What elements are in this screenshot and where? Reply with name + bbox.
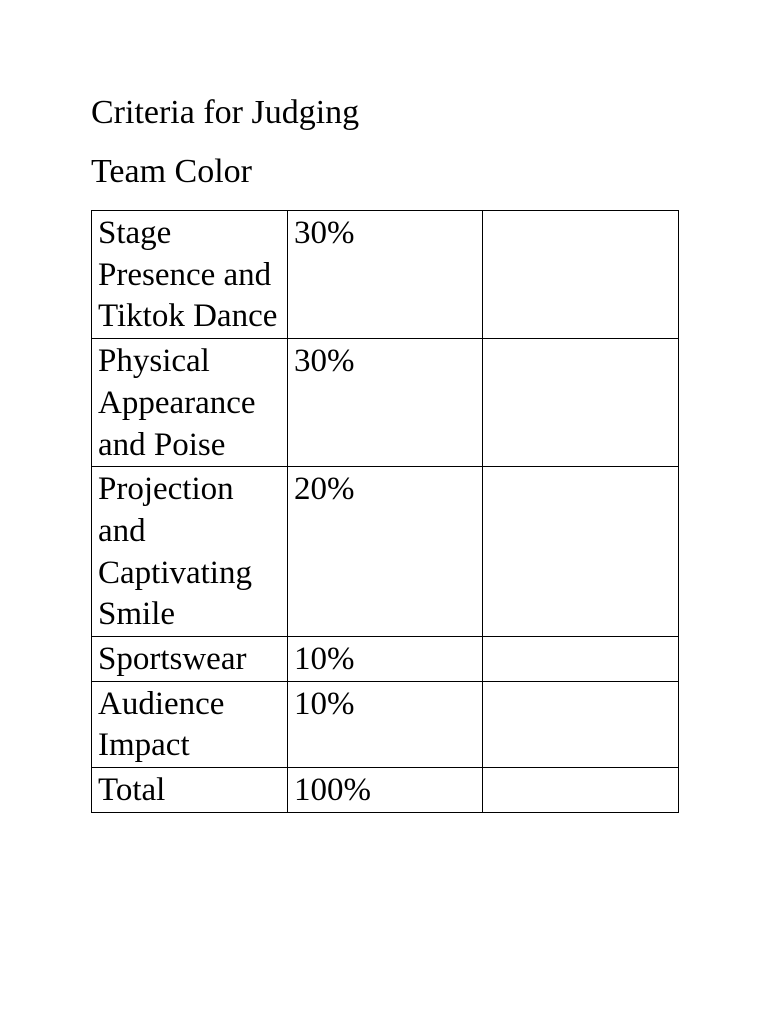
total-label-cell: Total xyxy=(92,768,288,813)
score-cell xyxy=(483,339,679,467)
score-cell xyxy=(483,637,679,682)
percentage-cell: 10% xyxy=(288,637,483,682)
score-cell xyxy=(483,681,679,767)
percentage-cell: 20% xyxy=(288,467,483,637)
page-subtitle: Team Color xyxy=(91,153,252,190)
percentage-cell: 30% xyxy=(288,211,483,339)
table-row xyxy=(92,681,679,767)
table-row xyxy=(92,339,679,467)
score-cell xyxy=(483,467,679,637)
criterion-cell: Sportswear xyxy=(92,637,288,682)
table-row xyxy=(92,467,679,637)
table-row xyxy=(92,637,679,682)
criterion-cell: Stage Presence and Tiktok Dance xyxy=(92,211,288,339)
total-score-cell xyxy=(483,768,679,813)
page-title: Criteria for Judging xyxy=(91,94,360,131)
table-row-total xyxy=(92,768,679,813)
criterion-cell: Audience Impact xyxy=(92,681,288,767)
total-percentage-cell: 100% xyxy=(288,768,483,813)
score-cell xyxy=(483,211,679,339)
percentage-cell: 10% xyxy=(288,681,483,767)
criterion-cell: Projection and Captivating Smile xyxy=(92,467,288,637)
table-row xyxy=(92,211,679,339)
percentage-cell: 30% xyxy=(288,339,483,467)
criteria-table xyxy=(91,210,679,813)
criterion-cell: Physical Appearance and Poise xyxy=(92,339,288,467)
